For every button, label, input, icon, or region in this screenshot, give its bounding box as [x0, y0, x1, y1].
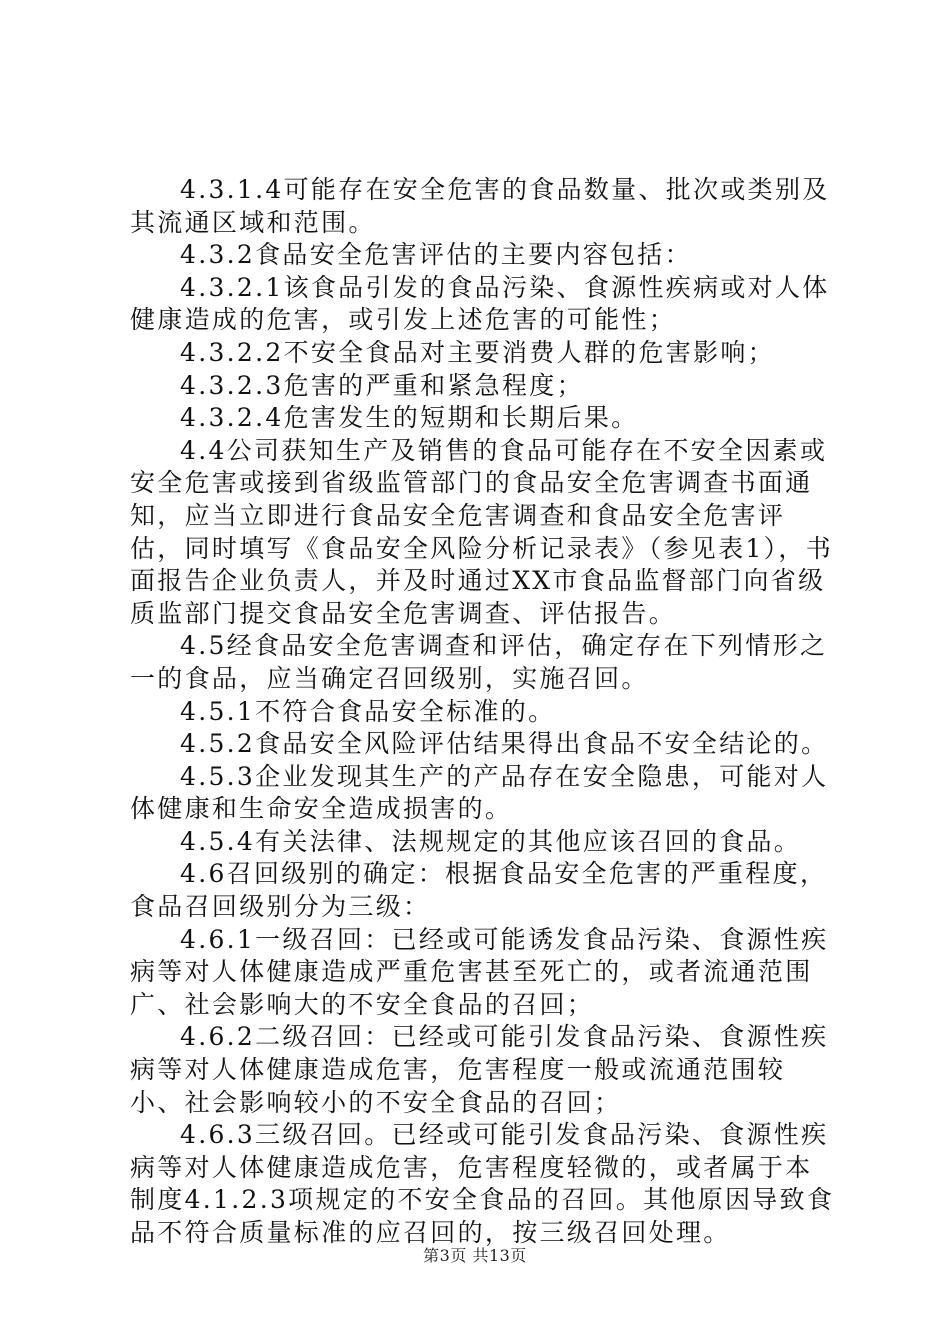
paragraph-4-3-1-4: 4.3.1.4可能存在安全危害的食品数量、批次或类别及其流通区域和范围。 [130, 175, 830, 237]
paragraph-4-3-2: 4.3.2食品安全危害评估的主要内容包括： [180, 240, 692, 270]
paragraph-4-6-1: 4.6.1一级召回：已经或可能诱发食品污染、食源性疾病等对人体健康造成严重危害甚至死亡的，或者流通范围广、社会影响大的不安全食品的召回； [130, 924, 829, 1019]
page-footer [0, 1243, 950, 1266]
document-body [130, 174, 835, 1250]
paragraph-4-3-2-2: 4.3.2.2不安全食品对主要消费人群的危害影响； [180, 337, 775, 367]
paragraph-4-6-3: 4.6.3三级召回。已经或可能引发食品污染、食源性疾病等对人体健康造成危害，危害程度轻微的，或者属于本制度4.1.2.3项规定的不安全食品的召回。其他原因导致食品不符合质量标准的应召回的，按三级召回处理。 [130, 1120, 835, 1247]
paragraph-4-3-2-4: 4.3.2.4危害发生的短期和长期后果。 [180, 403, 639, 433]
paragraph-4-3-2-1: 4.3.2.1该食品引发的食品污染、食源性疾病或对人体健康造成的危害，或引发上述危害的可能性； [130, 272, 830, 335]
paragraph-4-5-3: 4.5.3企业发现其生产的产品存在安全隐患，可能对人体健康和生命安全造成损害的。 [130, 761, 829, 824]
paragraph-4-5-4: 4.5.4有关法律、法规规定的其他应该召回的食品。 [180, 826, 802, 856]
paragraph-4-6: 4.6召回级别的确定：根据食品安全危害的严重程度，食品召回级别分为三级： [130, 859, 828, 922]
paragraph-4-5-2: 4.5.2食品安全风险评估结果得出食品不安全结论的。 [180, 729, 829, 759]
page-indicator: 第3页 共13页 [423, 1246, 527, 1265]
paragraph-4-5: 4.5经食品安全危害调查和评估，确定存在下列情形之一的食品，应当确定召回级别，实施召回。 [130, 631, 828, 693]
paragraph-4-5-1: 4.5.1不符合食品安全标准的。 [180, 696, 556, 726]
paragraph-4-4: 4.4公司获知生产及销售的食品可能存在不安全因素或安全危害或接到省级监管部门的食品安全危害调查书面通知，应当立即进行食品安全危害调查和食品安全危害评估，同时填写《食品安全风险分析记录表》（参见表1），书面报告企业负责人，并及时通过XX市食品监督部门向省级质监部门提交食品安全危害调查、评估报告。 [130, 435, 834, 628]
paragraph-4-6-2: 4.6.2二级召回：已经或可能引发食品污染、食源性疾病等对人体健康造成危害，危害程度一般或流通范围较小、社会影响较小的不安全食品的召回； [130, 1022, 829, 1117]
paragraph-4-3-2-3: 4.3.2.3危害的严重和紧急程度； [180, 370, 584, 400]
